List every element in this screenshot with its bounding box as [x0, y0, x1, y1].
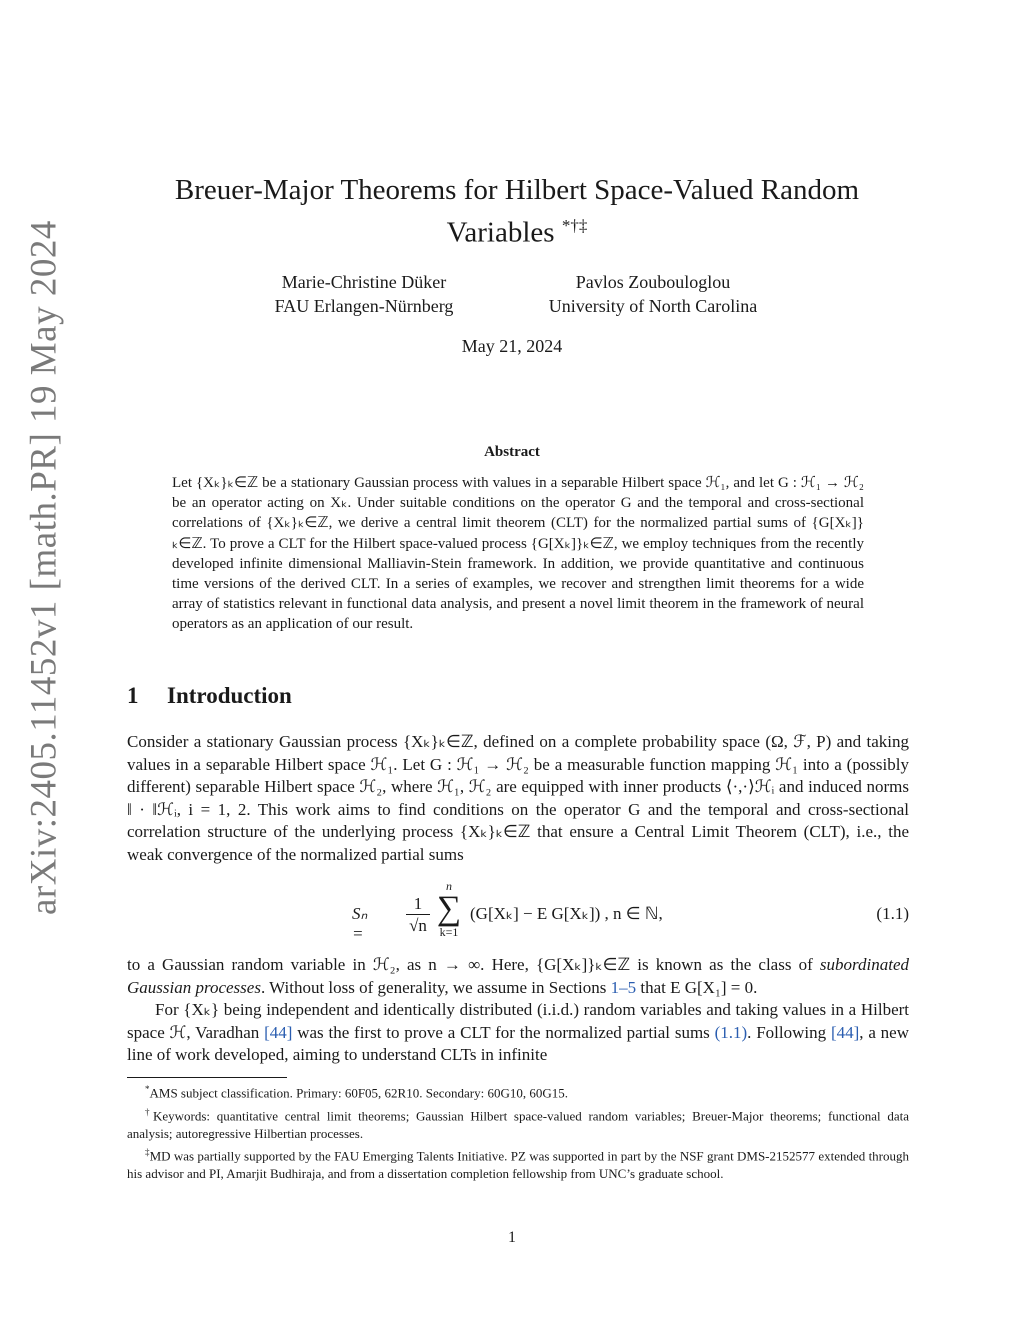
author-1-affiliation: FAU Erlangen-Nürnberg	[274, 296, 454, 316]
footnote-2-text: Keywords: quantitative central limit theorems; Gaussian Hilbert space-valued random variables; Breuer-Major theorems; functional data analysis; autoregressive Hilbertian processes.	[127, 1108, 909, 1141]
footnote-2-mark: †	[145, 1106, 153, 1117]
sum-upper-limit: n	[446, 879, 452, 893]
section-reference-link[interactable]: 1–5	[610, 977, 637, 997]
section-title: Introduction	[167, 683, 292, 708]
p2-text-a: to a Gaussian random variable in ℋ₂, as n → ∞. Here, {G[Xₖ]}ₖ∈ℤ is known as the class of	[127, 955, 820, 974]
intro-paragraph-1: Consider a stationary Gaussian process {Xₖ}ₖ∈ℤ, defined on a complete probability space (Ω, ℱ, P) and taking values in a separable Hilbert space ℋ₁. Let G : ℋ₁ → ℋ₂ be a measurable function mapping ℋ₁ into a (possibly different) separable Hilbert space ℋ₂, where ℋ₁, ℋ₂ are equipped with inner products ⟨·,·⟩ℋᵢ and induced norms ‖ · ‖ℋᵢ, i = 1, 2. This work aims to find conditions on the operator G and the temporal and cross-sectional correlation structure of the underlying process {Xₖ}ₖ∈ℤ that ensure a Central Limit Theorem (CLT), i.e., the weak convergence of the normalized partial sums	[127, 732, 909, 864]
footnote-3	[127, 1144, 909, 1183]
p2-text-c: that E G[X₁] = 0.	[636, 977, 758, 997]
sigma-icon: ∑	[436, 890, 462, 927]
footnote-1-text: AMS subject classification. Primary: 60F05, 62R10. Secondary: 60G10, 60G15.	[149, 1085, 568, 1101]
p3-text-b: was the first to prove a CLT for the normalized partial sums	[292, 1022, 715, 1042]
p2-text-b: . Without loss of generality, we assume in Sections	[260, 977, 611, 997]
author-2	[520, 270, 786, 318]
citation-link-44[interactable]: [44]	[264, 1022, 293, 1042]
p2-italic-term: subordinated Gaussian processes	[127, 955, 909, 997]
equation-lhs: Sₙ =	[352, 904, 368, 943]
author-2-affiliation: University of North Carolina	[548, 296, 758, 316]
equation-reference-link[interactable]: (1.1)	[714, 1022, 748, 1042]
fraction-numerator: 1	[406, 894, 430, 915]
footnote-3-text: MD was partially supported by the FAU Emerging Talents Initiative. PZ was supported in part by the NSF grant DMS-2152577 extended through his advisor and PI, Amarjit Budhiraja, and from a dissertation completion fellowship from UNC’s graduate school.	[127, 1148, 910, 1182]
abstract-heading: Abstract	[484, 444, 540, 460]
author-2-name: Pavlos Zoubouloglou	[575, 272, 731, 292]
p3-text-a: For {Xₖ} being independent and identically distributed (i.i.d.) random variables and taking values in a Hilbert space ℋ, Varadhan	[127, 1000, 909, 1042]
sum-lower-limit: k=1	[439, 925, 459, 939]
footnote-1	[127, 1081, 909, 1102]
equation-rhs: (G[Xₖ] − E G[Xₖ]) , n ∈ ℕ,	[470, 904, 663, 923]
page-number: 1	[508, 1229, 516, 1246]
footnote-2	[127, 1104, 909, 1143]
title-line-2: Variables	[446, 216, 555, 249]
summation-symbol	[434, 880, 464, 938]
footnote-divider	[127, 1077, 287, 1078]
title-footnote-marks: *†‡	[561, 216, 588, 235]
p3-text-c: . Following	[747, 1022, 831, 1042]
intro-paragraph-3	[127, 999, 909, 1067]
author-1-name: Marie-Christine Düker	[281, 272, 447, 292]
citation-link-44-second[interactable]: [44]	[830, 1022, 860, 1042]
equation-number: (1.1)	[876, 904, 909, 923]
section-number: 1	[127, 683, 139, 708]
equation-1-1	[127, 879, 909, 948]
equation-fraction	[406, 894, 430, 937]
author-1	[234, 270, 494, 318]
footnotes	[127, 1081, 909, 1185]
publication-date: May 21, 2024	[461, 336, 563, 356]
footnote-1-mark: *	[145, 1084, 150, 1094]
abstract-text: Let {Xₖ}ₖ∈ℤ be a stationary Gaussian process with values in a separable Hilbert space ℋ₁, and let G : ℋ₁ → ℋ₂ be an operator acting on Xₖ. Under suitable conditions on the operator G and the temporal and cross-sectional correlations of {Xₖ}ₖ∈ℤ, we derive a central limit theorem (CLT) for the normalized partial sums of {G[Xₖ]}ₖ∈ℤ. To prove a CLT for the Hilbert space-valued process {G[Xₖ]}ₖ∈ℤ, we employ techniques from the recently developed infinite dimensional Malliavin-Stein framework. In addition, we provide quantitative and continuous time versions of the derived CLT. In a series of examples, we recover and strengthen limit theorems for a wide array of statistics relevant in functional data analysis, and present a novel limit theorem in the framework of neural operators as an application of our result.	[172, 475, 864, 633]
arxiv-identifier-stamp: arXiv:2405.11452v1 [math.PR] 19 May 2024	[23, 220, 65, 915]
intro-paragraph-2	[127, 954, 909, 999]
paper-title	[150, 172, 884, 251]
p3-text-d: , a new line of work developed, aiming to understand CLTs in infinite	[127, 1022, 909, 1065]
footnote-3-mark: ‡	[145, 1147, 150, 1158]
fraction-denominator: √n	[409, 916, 427, 935]
title-line-1: Breuer-Major Theorems for Hilbert Space-Valued Random	[174, 174, 860, 206]
section-heading-introduction	[127, 683, 292, 709]
